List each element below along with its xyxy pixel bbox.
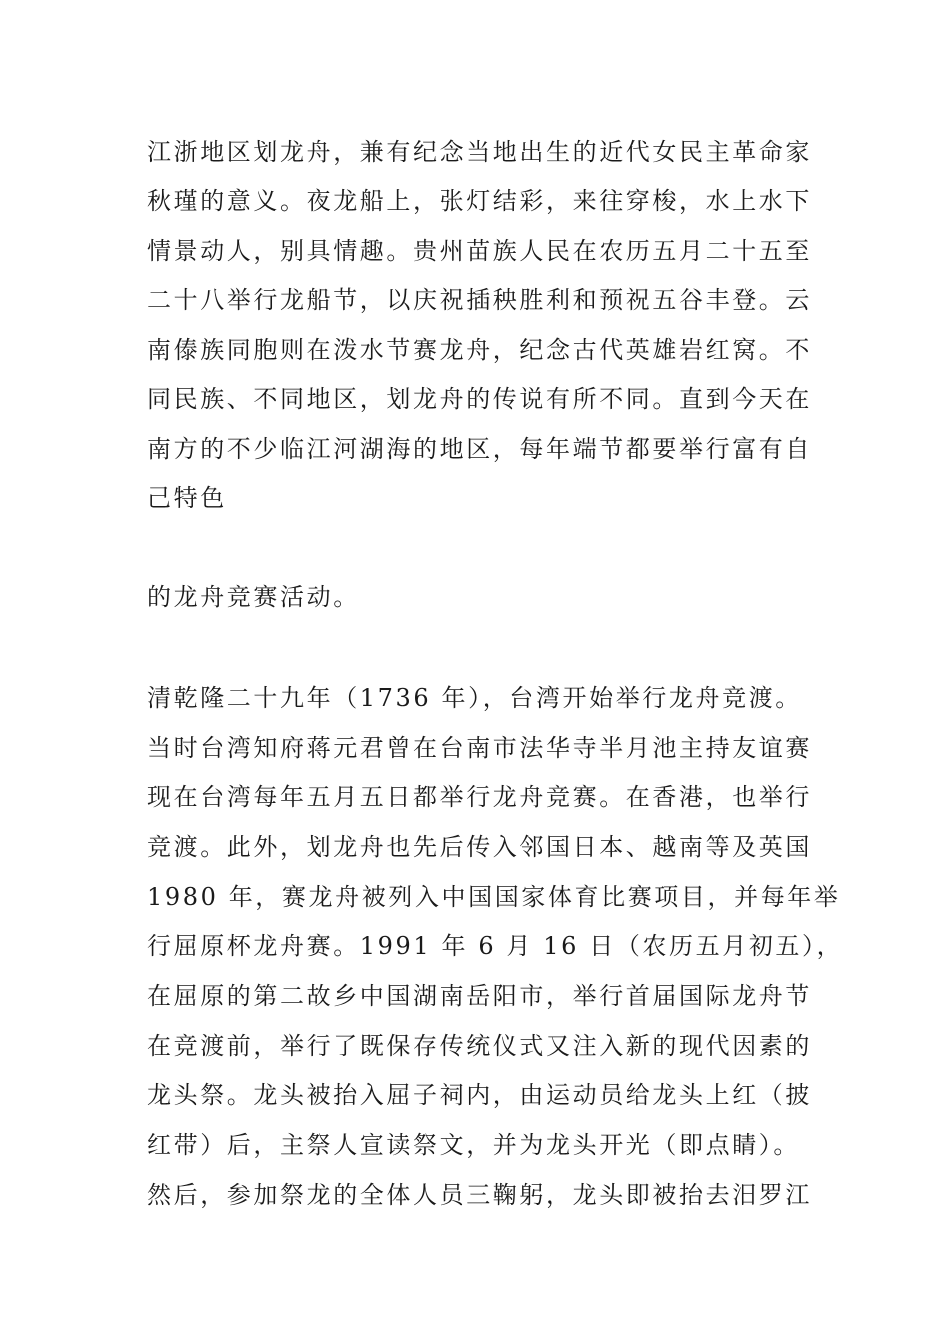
text-line: 江浙地区划龙舟，兼有纪念当地出生的近代女民主革命家 — [147, 138, 812, 166]
text-line: 己特色 — [147, 484, 227, 512]
text-line: 然后，参加祭龙的全体人员三鞠躬，龙头即被抬去汨罗江 — [147, 1181, 812, 1209]
text-line: 1980 年，赛龙舟被列入中国国家体育比赛项目，并每年举 — [147, 883, 841, 911]
text-line: 南方的不少临江河湖海的地区，每年端节都要举行富有自 — [147, 435, 812, 463]
text-line: 当时台湾知府蒋元君曾在台南市法华寺半月池主持友谊赛 — [147, 734, 812, 762]
text-line: 二十八举行龙船节，以庆祝插秧胜利和预祝五谷丰登。云 — [147, 286, 812, 314]
text-line: 在竞渡前，举行了既保存传统仪式又注入新的现代因素的 — [147, 1032, 812, 1060]
text-line: 秋瑾的意义。夜龙船上，张灯结彩，来往穿梭，水上水下 — [147, 187, 812, 215]
text-line: 行屈原杯龙舟赛。1991 年 6 月 16 日（农历五月初五）， — [147, 932, 844, 960]
text-line: 龙头祭。龙头被抬入屈子祠内，由运动员给龙头上红（披 — [147, 1081, 812, 1109]
text-line: 现在台湾每年五月五日都举行龙舟竞赛。在香港，也举行 — [147, 783, 812, 811]
text-line: 南傣族同胞则在泼水节赛龙舟，纪念古代英雄岩红窝。不 — [147, 336, 812, 364]
text-line: 红带）后，主祭人宣读祭文，并为龙头开光（即点睛）。 — [147, 1131, 800, 1159]
text-line: 同民族、不同地区，划龙舟的传说有所不同。直到今天在 — [147, 385, 812, 413]
text-line: 清乾隆二十九年（1736 年），台湾开始举行龙舟竞渡。 — [147, 684, 802, 712]
text-line: 竞渡。此外，划龙舟也先后传入邻国日本、越南等及英国 — [147, 833, 812, 861]
text-line: 的龙舟竞赛活动。 — [147, 583, 360, 611]
text-line: 在屈原的第二故乡中国湖南岳阳市，举行首届国际龙舟节 — [147, 982, 812, 1010]
text-line: 情景动人，别具情趣。贵州苗族人民在农历五月二十五至 — [147, 237, 812, 265]
